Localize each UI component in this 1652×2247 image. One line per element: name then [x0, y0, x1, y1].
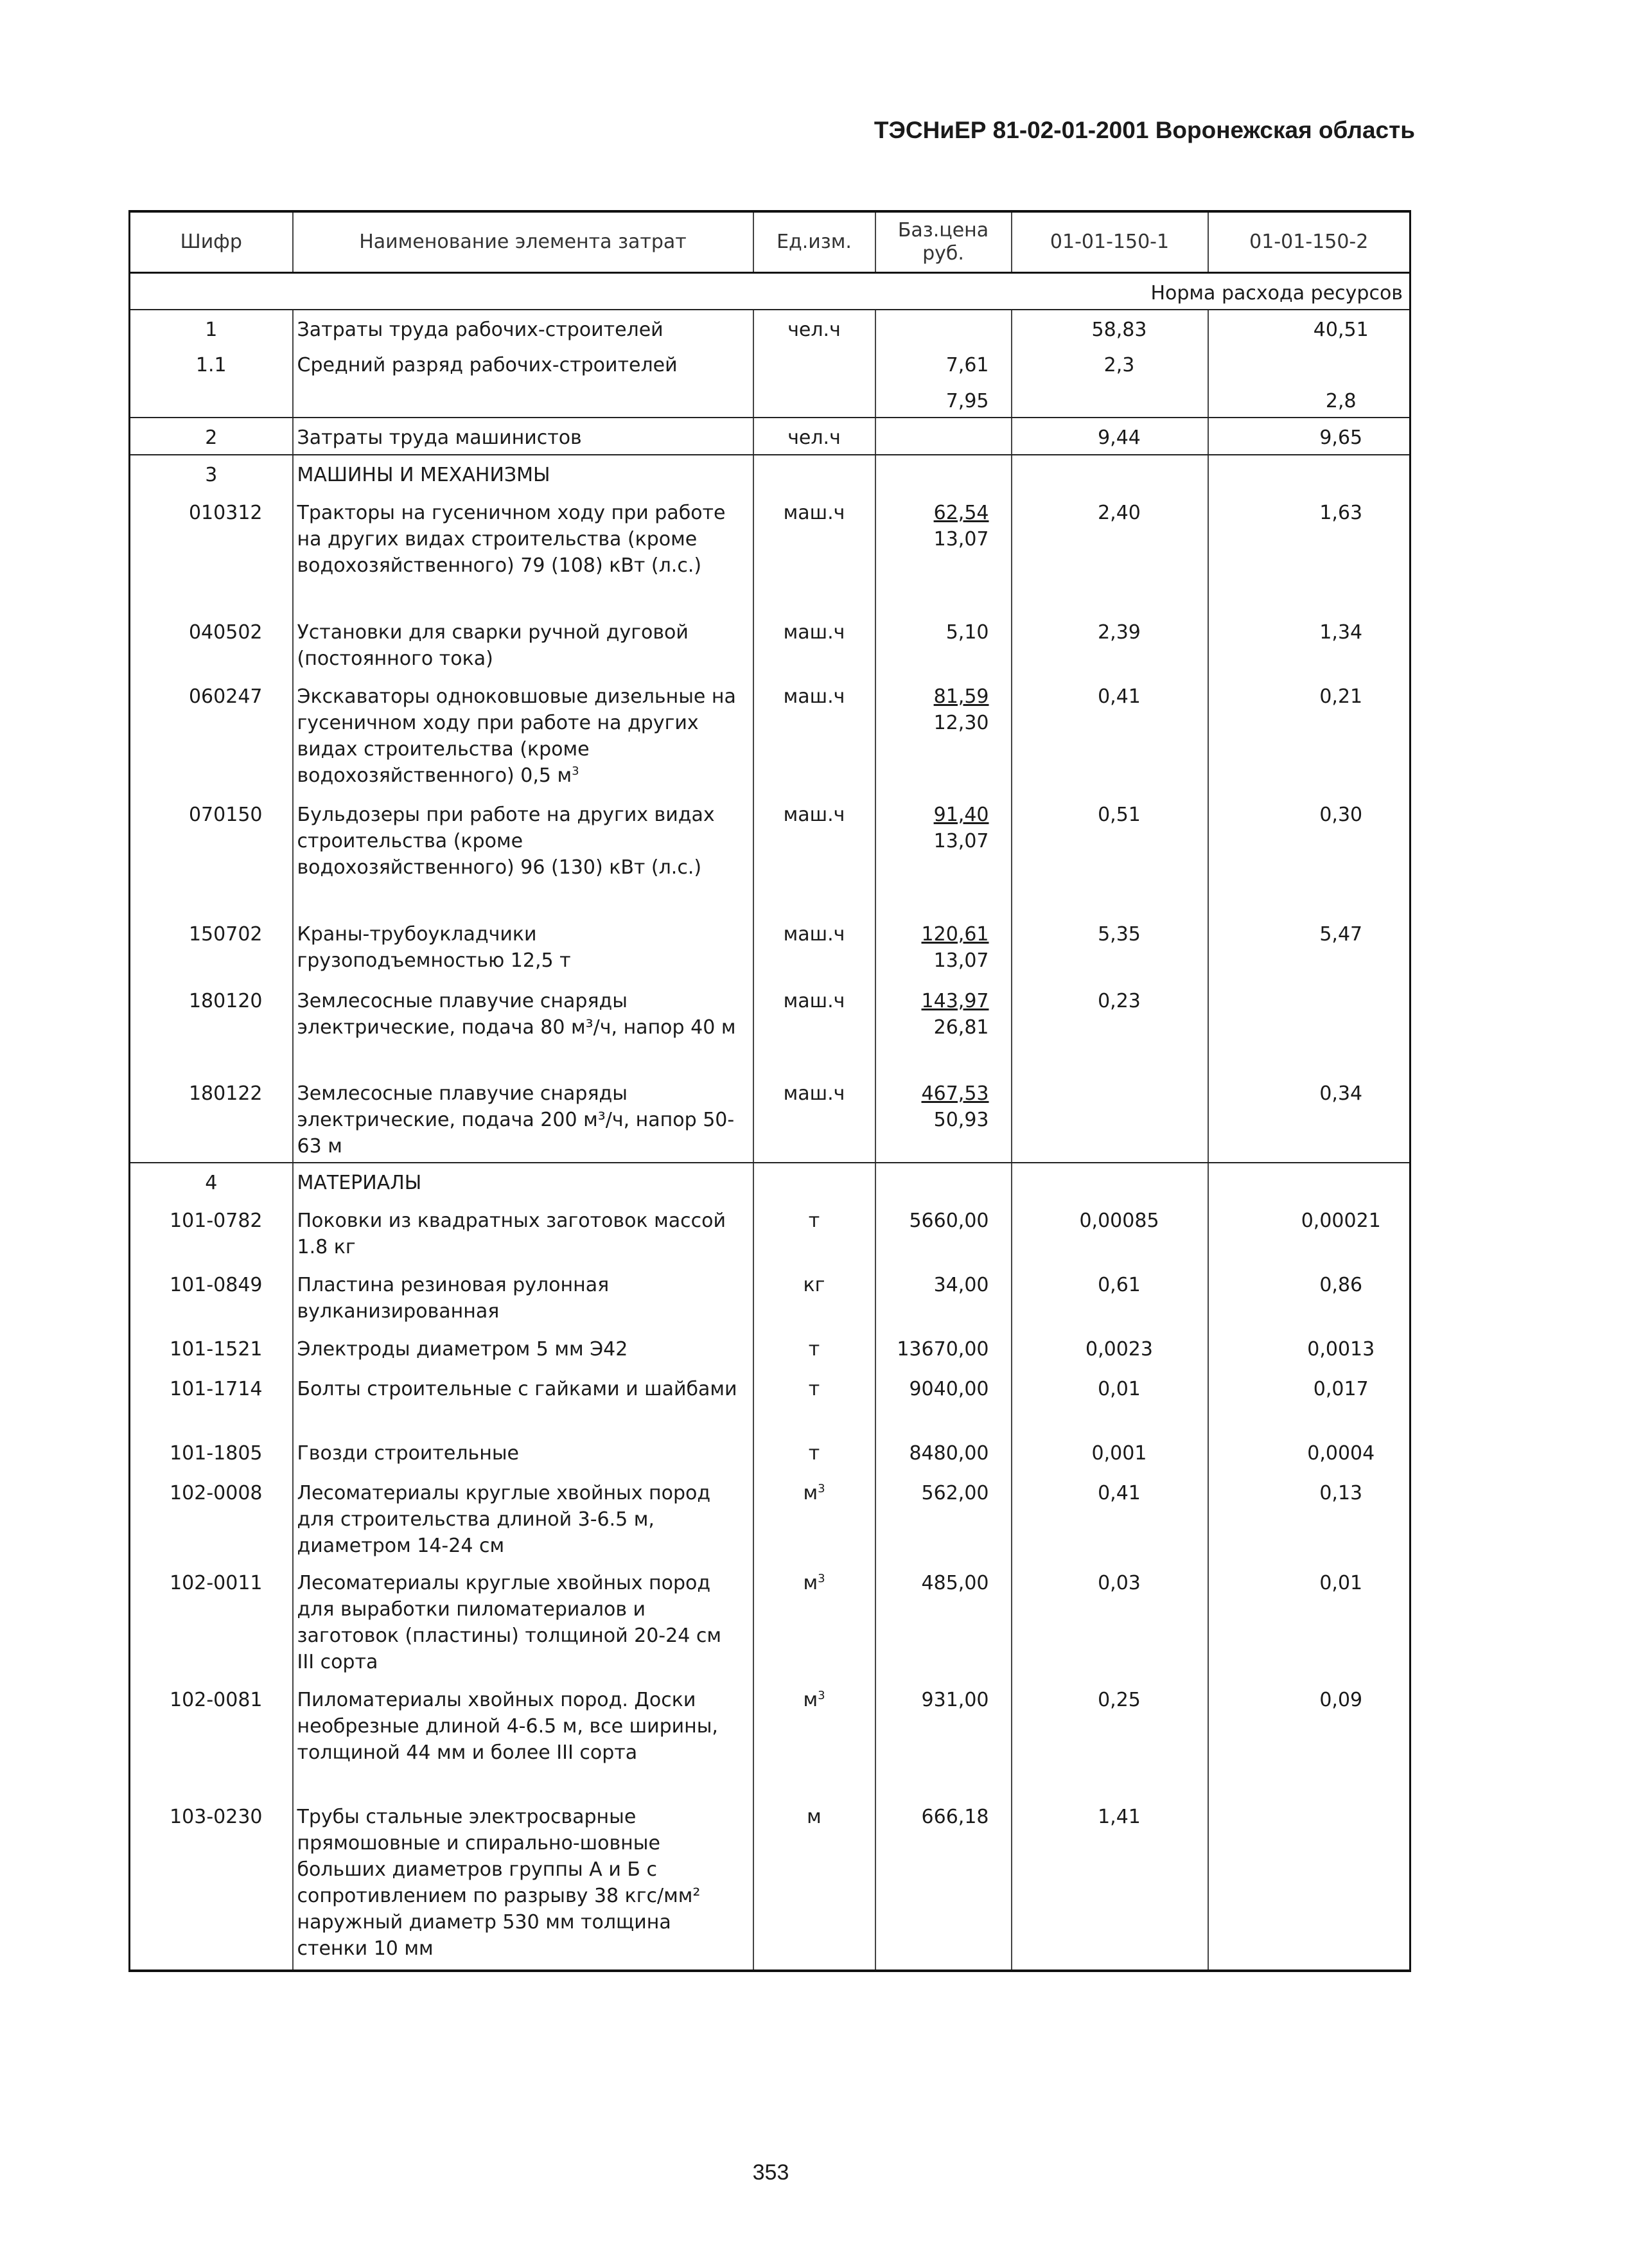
- cell-code: 101-1805: [130, 1434, 293, 1474]
- cell-price: 5660,00: [875, 1201, 1012, 1265]
- cell-variant-2: 5,47: [1208, 915, 1410, 982]
- cell-price: 81,59 12,30: [875, 677, 1012, 795]
- cell-variant-2: 40,51: [1208, 310, 1410, 346]
- cell-price: [875, 1163, 1012, 1201]
- cell-variant-2: 0,09: [1208, 1680, 1410, 1797]
- cell-unit: $м^3$: [753, 1564, 875, 1680]
- cell-variant-1: 0,001: [1012, 1434, 1208, 1474]
- cell-name: МАШИНЫ И МЕХАНИЗМЫ: [293, 455, 753, 493]
- cell-variant-2: [1208, 1163, 1410, 1201]
- table-row: [130, 1797, 1410, 1971]
- norma-label-row: [130, 272, 1410, 310]
- cell-variant-1: 0,25: [1012, 1680, 1208, 1797]
- cell-variant-1: 0,41: [1012, 677, 1208, 795]
- cell-price: 5,10: [875, 613, 1012, 677]
- cell-price: 91,40 13,07: [875, 795, 1012, 915]
- cell-name: Краны-трубоукладчики грузоподъемностью 12,5 т: [293, 915, 753, 982]
- cell-code: 101-0782: [130, 1201, 293, 1265]
- cell-price: 666,18: [875, 1797, 1012, 1971]
- table-row: [130, 677, 1410, 795]
- cell-code: 1: [130, 310, 293, 346]
- table-header-row: [130, 211, 1410, 272]
- cell-variant-2: 1,34: [1208, 613, 1410, 677]
- cell-unit: чел.ч: [753, 310, 875, 346]
- cell-name: Лесоматериалы круглые хвойных пород для выработки пиломатериалов и заготовок (пластины) толщиной 20-24 см III сорта: [293, 1564, 753, 1680]
- cell-price: 62,54 13,07: [875, 493, 1012, 613]
- cell-variant-1: 0,01: [1012, 1370, 1208, 1434]
- table-row: [130, 1564, 1410, 1680]
- cell-variant-1: 58,83: [1012, 310, 1208, 346]
- cell-price: 34,00: [875, 1265, 1012, 1330]
- cell-unit: $м^3$: [753, 1474, 875, 1564]
- cell-variant-2: [1208, 455, 1410, 493]
- cell-name: Затраты труда рабочих-строителей: [293, 310, 753, 346]
- cell-variant-2: 0,86: [1208, 1265, 1410, 1330]
- cell-variant-2: [1208, 346, 1410, 382]
- cell-variant-1: 0,61: [1012, 1265, 1208, 1330]
- table-row: [130, 1074, 1410, 1163]
- cell-variant-1: 2,40: [1012, 493, 1208, 613]
- cell-price: 120,61 13,07: [875, 915, 1012, 982]
- cell-variant-2: 1,63: [1208, 493, 1410, 613]
- column-header-name: Наименование элемента затрат: [293, 211, 753, 272]
- cell-price: 7,61: [875, 346, 1012, 382]
- cell-unit: т: [753, 1434, 875, 1474]
- cell-unit: маш.ч: [753, 1074, 875, 1163]
- cell-variant-2: 9,65: [1208, 418, 1410, 455]
- cell-name: Лесоматериалы круглые хвойных пород для строительства длиной 3-6.5 м, диаметром 14-24 см: [293, 1474, 753, 1564]
- table-row: [130, 1265, 1410, 1330]
- table-row: [130, 1680, 1410, 1797]
- cell-unit: маш.ч: [753, 493, 875, 613]
- cell-code: 101-0849: [130, 1265, 293, 1330]
- cell-code: 3: [130, 455, 293, 493]
- cell-code: 101-1521: [130, 1330, 293, 1370]
- cell-name: Тракторы на гусеничном ходу при работе на других видах строительства (кроме водохозяйственного) 79 (108) кВт (л.с.): [293, 493, 753, 613]
- cell-price: 9040,00: [875, 1370, 1012, 1434]
- cell-unit: т: [753, 1201, 875, 1265]
- column-header-variant-1: 01-01-150-1: [1012, 211, 1208, 272]
- table-row: [130, 915, 1410, 982]
- cell-name: Средний разряд рабочих-строителей: [293, 346, 753, 382]
- cell-variant-1: 9,44: [1012, 418, 1208, 455]
- cell-code: 4: [130, 1163, 293, 1201]
- cell-code: 150702: [130, 915, 293, 982]
- table-row: [130, 982, 1410, 1074]
- cell-price: 143,97 26,81: [875, 982, 1012, 1074]
- cell-unit: м: [753, 1797, 875, 1971]
- cell-variant-2: 0,21: [1208, 677, 1410, 795]
- cell-unit: т: [753, 1330, 875, 1370]
- cell-variant-1: 0,03: [1012, 1564, 1208, 1680]
- cell-variant-1: 0,0023: [1012, 1330, 1208, 1370]
- cell-unit: чел.ч: [753, 418, 875, 455]
- cell-unit: т: [753, 1370, 875, 1434]
- cell-name: Пластина резиновая рулонная вулканизированная: [293, 1265, 753, 1330]
- cell-code: 180120: [130, 982, 293, 1074]
- table-row: [130, 382, 1410, 418]
- cell-variant-1: [1012, 382, 1208, 418]
- cell-name: Бульдозеры при работе на других видах строительства (кроме водохозяйственного) 96 (130) кВт (л.с.): [293, 795, 753, 915]
- cell-code: 103-0230: [130, 1797, 293, 1971]
- cell-variant-2: 0,00021: [1208, 1201, 1410, 1265]
- cell-variant-1: [1012, 1074, 1208, 1163]
- column-header-variant-2: 01-01-150-2: [1208, 211, 1410, 272]
- table-row: [130, 1370, 1410, 1434]
- cell-variant-1: [1012, 455, 1208, 493]
- cell-variant-2: 0,13: [1208, 1474, 1410, 1564]
- cell-variant-2: 0,0013: [1208, 1330, 1410, 1370]
- cell-name: Электроды диаметром 5 мм Э42: [293, 1330, 753, 1370]
- cell-name: Пиломатериалы хвойных пород. Доски необрезные длиной 4-6.5 м, все ширины, толщиной 44 мм и более III сорта: [293, 1680, 753, 1797]
- norma-label: Норма расхода ресурсов: [1012, 272, 1410, 310]
- cell-variant-1: 2,39: [1012, 613, 1208, 677]
- table-row: [130, 1434, 1410, 1474]
- cell-price: 8480,00: [875, 1434, 1012, 1474]
- cell-code: 101-1714: [130, 1370, 293, 1434]
- cell-price: [875, 418, 1012, 455]
- cell-price: [875, 455, 1012, 493]
- cell-name: Трубы стальные электросварные прямошовные и спирально-шовные больших диаметров группы А и Б с сопротивлением по разрыву 38 кгс/мм² наружный диаметр 530 мм толщина стенки 10 мм: [293, 1797, 753, 1971]
- table-row: [130, 346, 1410, 382]
- cell-code: 2: [130, 418, 293, 455]
- cell-code: 102-0008: [130, 1474, 293, 1564]
- resource-norms-table: [128, 210, 1411, 1972]
- cell-code: 1.1: [130, 346, 293, 382]
- cell-variant-1: [1012, 1163, 1208, 1201]
- cell-price: 562,00: [875, 1474, 1012, 1564]
- cell-variant-1: 0,23: [1012, 982, 1208, 1074]
- cell-unit: $м^3$: [753, 1680, 875, 1797]
- cell-variant-1: 2,3: [1012, 346, 1208, 382]
- cell-name: Землесосные плавучие снаряды электрические, подача 200 м³/ч, напор 50-63 м: [293, 1074, 753, 1163]
- cell-unit: [753, 1163, 875, 1201]
- cell-variant-2: [1208, 982, 1410, 1074]
- cell-price: 13670,00: [875, 1330, 1012, 1370]
- cell-name: Установки для сварки ручной дуговой (постоянного тока): [293, 613, 753, 677]
- column-header-code: Шифр: [130, 211, 293, 272]
- cell-unit: маш.ч: [753, 613, 875, 677]
- cell-variant-1: 0,00085: [1012, 1201, 1208, 1265]
- cell-price: 7,95: [875, 382, 1012, 418]
- cell-name: [293, 382, 753, 418]
- cell-variant-2: 0,30: [1208, 795, 1410, 915]
- cell-name: Экскаваторы одноковшовые дизельные на гусеничном ходу при работе на других видах строительства (кроме водохозяйственного) 0,5 $м^3$: [293, 677, 753, 795]
- cell-variant-1: 0,41: [1012, 1474, 1208, 1564]
- cell-price: 467,53 50,93: [875, 1074, 1012, 1163]
- document-header: ТЭСНиЕР 81-02-01-2001 Воронежская область: [874, 117, 1415, 143]
- cell-unit: [753, 382, 875, 418]
- cell-name: Поковки из квадратных заготовок массой 1.8 кг: [293, 1201, 753, 1265]
- cell-code: 010312: [130, 493, 293, 613]
- cell-variant-2: 0,0004: [1208, 1434, 1410, 1474]
- cell-variant-1: 5,35: [1012, 915, 1208, 982]
- table-row: [130, 310, 1410, 346]
- cell-variant-2: 2,8: [1208, 382, 1410, 418]
- table-row: [130, 1330, 1410, 1370]
- cell-name: Гвозди строительные: [293, 1434, 753, 1474]
- table-row: [130, 1163, 1410, 1201]
- cell-name: Болты строительные с гайками и шайбами: [293, 1370, 753, 1434]
- cell-price: 485,00: [875, 1564, 1012, 1680]
- table-row: [130, 1201, 1410, 1265]
- table-row: [130, 795, 1410, 915]
- cell-name: Землесосные плавучие снаряды электрические, подача 80 м³/ч, напор 40 м: [293, 982, 753, 1074]
- cell-variant-2: [1208, 1797, 1410, 1971]
- table-row: [130, 613, 1410, 677]
- cell-unit: [753, 346, 875, 382]
- cell-price: [875, 310, 1012, 346]
- page-number: 353: [752, 2160, 789, 2185]
- cell-code: 070150: [130, 795, 293, 915]
- cell-unit: маш.ч: [753, 982, 875, 1074]
- cell-unit: маш.ч: [753, 677, 875, 795]
- table-row: [130, 493, 1410, 613]
- cell-variant-1: 1,41: [1012, 1797, 1208, 1971]
- cell-variant-2: 0,34: [1208, 1074, 1410, 1163]
- cell-name: Затраты труда машинистов: [293, 418, 753, 455]
- cell-variant-2: 0,017: [1208, 1370, 1410, 1434]
- cell-unit: маш.ч: [753, 795, 875, 915]
- cell-code: 180122: [130, 1074, 293, 1163]
- column-header-unit: Ед.изм.: [753, 211, 875, 272]
- cell-price: 931,00: [875, 1680, 1012, 1797]
- cell-unit: кг: [753, 1265, 875, 1330]
- cell-name: МАТЕРИАЛЫ: [293, 1163, 753, 1201]
- cell-code: 060247: [130, 677, 293, 795]
- table-row: [130, 455, 1410, 493]
- cell-code: 102-0011: [130, 1564, 293, 1680]
- cell-code: 040502: [130, 613, 293, 677]
- column-header-price: Баз.цена руб.: [875, 211, 1012, 272]
- cell-code: [130, 382, 293, 418]
- cell-unit: маш.ч: [753, 915, 875, 982]
- table-row: [130, 418, 1410, 455]
- cell-unit: [753, 455, 875, 493]
- cell-variant-1: 0,51: [1012, 795, 1208, 915]
- cell-code: 102-0081: [130, 1680, 293, 1797]
- table-row: [130, 1474, 1410, 1564]
- cell-variant-2: 0,01: [1208, 1564, 1410, 1680]
